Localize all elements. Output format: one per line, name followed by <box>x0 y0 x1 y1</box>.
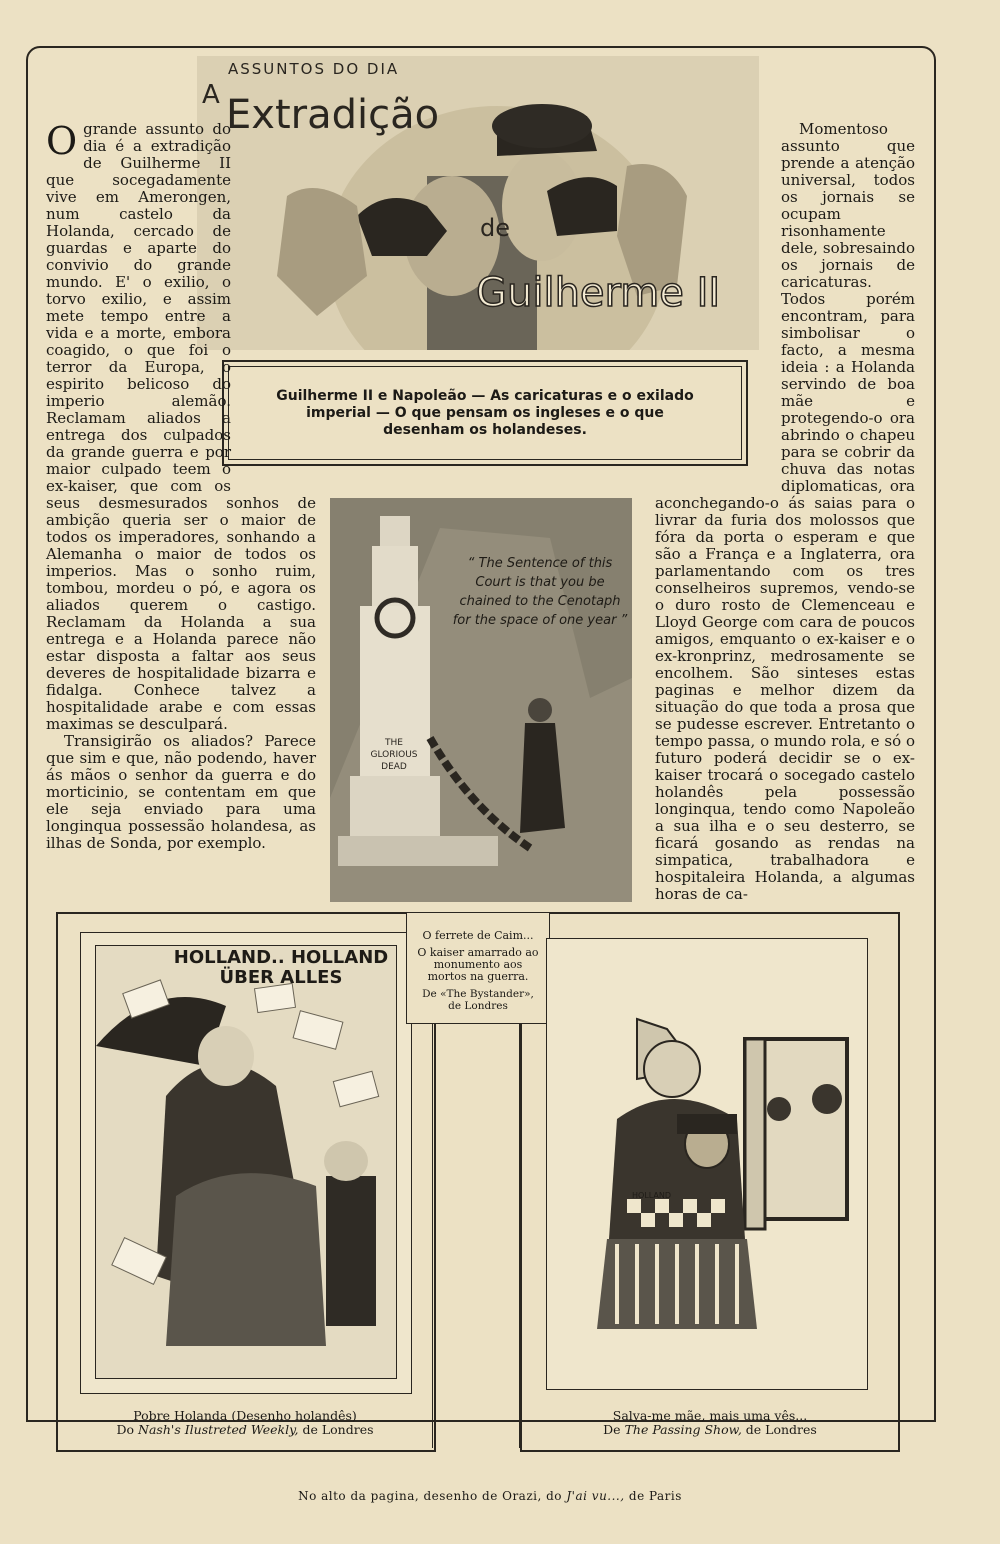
header-kicker: ASSUNTOS DO DIA <box>228 60 400 78</box>
left-cartoon-caption-source: Nash's Ilustreted Weekly, <box>138 1422 299 1437</box>
left-paragraph-2: Transigirão os aliados? Parece que sim e que, não podendo, haver ás mãos o senhor da guerra e do morticinio, se contentam em que ele seja enviado para uma longinqua possessão holandesa, as ilhas de Sonda, por exemplo. <box>46 732 316 852</box>
mask-right <box>547 177 617 236</box>
middle-gap-lines <box>432 1024 520 1448</box>
right-cartoon-apron-label: HOLLAND <box>632 1191 672 1200</box>
right-cartoon-caption-pre: De <box>603 1422 621 1437</box>
right-cartoon-caption-source: The Passing Show, <box>624 1422 742 1437</box>
right-paragraph-1: Momentoso assunto que prende a atenção universal, todos os jornais se ocupam risonhamente dele, sobresaindo os jornais de caricaturas. Todos porém encontram, para simbolisar o facto, a mesma ideia : a Holanda servindo de boa mãe e protegendo-o ora abrindo o chapeu para se cobrir da chuva das notas diplomaticas, ora aconchegando-o ás saias para o livrar da furia dos molossos que fóra da porta o esperam e que são a França e a Inglaterra, ora parlamentando com os tres conselheiros supremos, vendo-se o duro rosto de Clemenceau e Lloyd George com cara de poucos amigos, emquanto o ex-kaiser e o ex-kronprinz, medrosamente se encolhem. São sinteses estas paginas e melhor dizem da situação do que toda a prosa que se pudesse escrever. Entretanto o tempo passa, o mundo rola, e só o futuro poderá decidir se o ex-kaiser trocará o socegado castelo holandês pela possessão longinqua, tendo como Napoleão a sua ilha e o seu desterro, se ficará gosando as rendas na simpatica, trabalhadora e hospitaleira Holanda, a algumas horas de ca- <box>655 120 915 903</box>
footer-post: de Paris <box>628 1489 682 1503</box>
footer-pre: No alto da pagina, desenho de Orazi, do <box>298 1489 563 1503</box>
header-title-de: de <box>480 214 510 242</box>
right-cartoon-caption-2 <box>540 1422 880 1437</box>
header-title-a: A <box>202 80 220 110</box>
left-cartoon-frame <box>80 932 412 1394</box>
right-cartoon-frame <box>546 938 868 1390</box>
footer-source: J'ai vu..., <box>566 1489 625 1503</box>
cenotaph-quote: “ The Sentence of this Court is that you be chained to the Cenotaph for the space of one year ” <box>452 556 628 628</box>
left-cartoon-caption-pre: Do <box>116 1422 135 1437</box>
left-column <box>46 121 316 891</box>
right-cartoon-caption-post: de Londres <box>745 1422 817 1437</box>
middle-caption-box <box>406 912 550 1024</box>
left-paragraph-1: grande assunto do dia é a extradição de Guilherme II que socegadamente vive em Amerongen, num castelo da Holanda, cercado de guardas e aparte do convivio do grande mundo. E' o exilio, o torvo exilio, e assim mete tempo entre a vida e a morte, embora coagido, o que foi o terror da Europa, o espirito belicoso do imperio alemão. Reclamam aliados a entrega dos culpados da grande guerra e por maior culpado teem o ex-kaiser, que com os seus desmesurados sonhos de ambição queria ser o maior de todos os imperadores, sonhando a Alemanha o maior de todos os imperios. Mas o sonho ruim, tombou, mordeu o pó, e agora os aliados querem o castigo. Reclamam da Holanda a sua entrega e a Holanda parece não estar disposta a faltar aos seus deveres de hospitalidade bizarra e fidalga. Conhece talvez a hospitalidade arabe e com essas maximas se desculpará. <box>46 120 316 733</box>
dropcap: O <box>46 119 78 163</box>
left-cartoon-caption-2 <box>70 1422 420 1437</box>
subtitle-text: Guilherme II e Napoleão — As caricaturas e o exilado imperial — O que pensam os ingleses e o que desenham os holandeses. <box>276 388 694 438</box>
left-cartoon-heading: HOLLAND.. HOLLAND ÜBER ALLES <box>173 947 389 988</box>
page-footer <box>150 1489 830 1504</box>
middle-caption-line-1: O ferrete de Caim... <box>422 929 534 942</box>
middle-caption-line-2: O kaiser amarrado ao monumento aos mortos na guerra. <box>417 946 539 983</box>
header-title: Extradição <box>226 92 440 138</box>
left-cartoon-image <box>95 945 397 1379</box>
cenotaph-monument-label: THE GLORIOUS DEAD <box>370 738 418 772</box>
right-cartoon-image <box>547 939 867 1389</box>
right-column <box>655 120 915 903</box>
header-title-name: Guilherme II <box>476 270 721 316</box>
right-cartoon-caption-1: Salva-me mãe, mais uma vês... <box>612 1408 808 1423</box>
middle-caption-line-3: De «The Bystander», de Londres <box>422 988 534 1012</box>
left-cartoon-caption-1: Pobre Holanda (Desenho holandês) <box>133 1408 357 1423</box>
left-cartoon-caption-post: de Londres <box>302 1422 374 1437</box>
